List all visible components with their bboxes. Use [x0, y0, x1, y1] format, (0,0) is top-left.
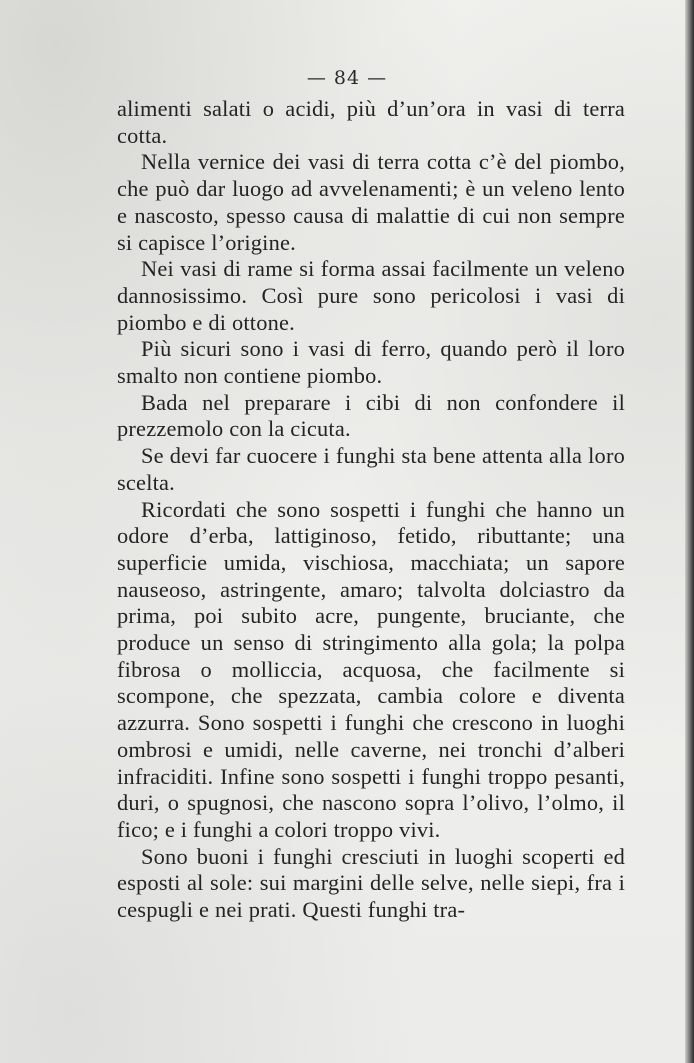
paragraph-lead-glaze: Nella vernice dei vasi di terra cotta c’è del piombo, che può dar luogo ad avvelenamenti; è un veleno lento e nascosto, spesso causa di malattie di cui non sempre si capisce l’origine. — [117, 149, 625, 255]
paragraph-suspect-mushrooms: Ricordati che sono sospetti i funghi che hanno un odore d’erba, lattiginoso, fetido, ributtante; una superficie umida, vischiosa, macchiata; un sapore nauseoso, astringente, amaro; talvolta dolciastro da prima, poi subito acre, pungente, bruciante, che produce un senso di stringimento alla gola; la polpa fibrosa o molliccia, acquosa, che facilmente si scompone, che spezzata, cambia colore e diventa azzurra. Sono sospetti i funghi che crescono in luoghi ombrosi e umidi, nelle caverne, nei tronchi d’alberi infraciditi. Infine sono sospetti i funghi troppo pesanti, duri, o spugnosi, che nascono sopra l’olivo, l’olmo, il fico; e i funghi a colori troppo vivi. — [117, 496, 625, 842]
page-number: — 84 — — [306, 67, 388, 89]
paragraph-continuation: alimenti salati o acidi, più d’un’ora in vasi di terra cotta. — [117, 96, 625, 148]
body-text — [117, 96, 625, 924]
paragraph-hemlock-warning: Bada nel preparare i cibi di non confondere il prezzemolo con la cicuta. — [117, 389, 625, 442]
paragraph-mushroom-choice: Se devi far cuocere i funghi sta bene attenta alla loro scelta. — [117, 443, 625, 495]
paragraph-good-mushrooms: Sono buoni i funghi cresciuti in luoghi scoperti ed esposti al sole: sui margini delle selve, nelle siepi, fra i cespugli e nei prati. Questi funghi tra- — [117, 843, 625, 923]
paragraph-iron-vessels: Più sicuri sono i vasi di ferro, quando però il loro smalto non contiene piombo. — [117, 336, 625, 389]
paragraph-copper-vessels: Nei vasi di rame si forma assai facilmente un veleno dannosissimo. Così pure sono pericolosi i vasi di piombo e di ottone. — [117, 256, 625, 335]
page-edge-shadow — [685, 0, 694, 1063]
